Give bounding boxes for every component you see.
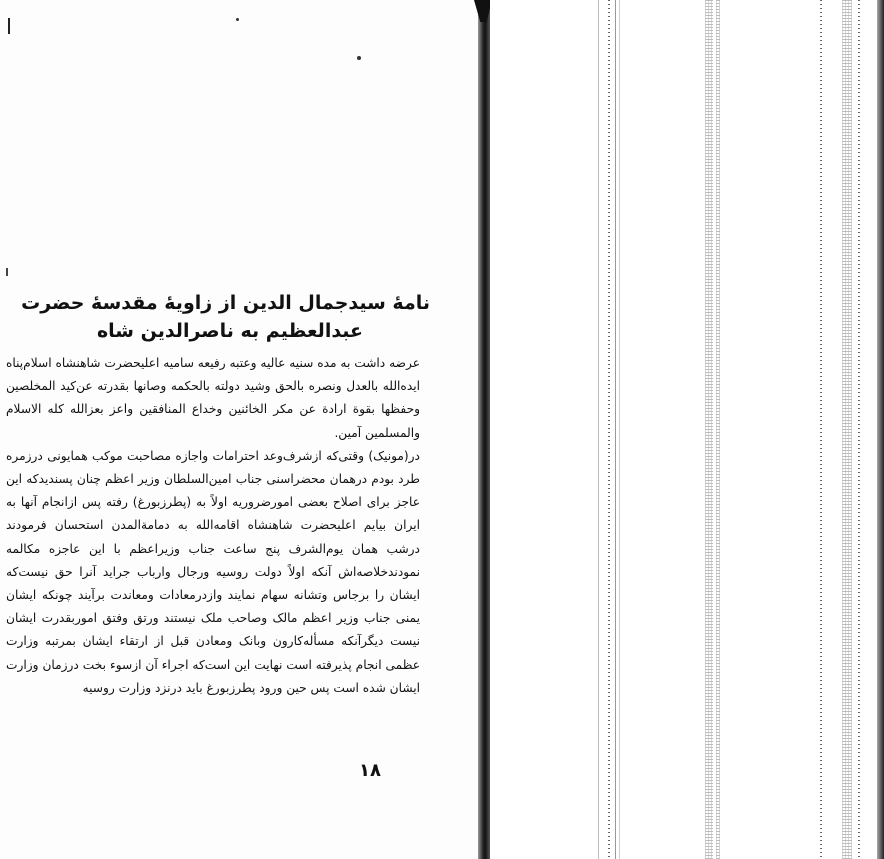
right-blank-page [490, 0, 884, 859]
scan-speck [236, 18, 239, 21]
scan-line [608, 0, 610, 859]
paragraph-2: در(مونیک) وقتی‌که ازشرف‌وعد احترامات واجازه مصاحبت موکب همایونی درزمره طرد بودم درهمان محضراسنی جناب امین‌السلطان وزیر اعظم چنان پسندیدکه این عاجز برای اصلاح بعضی امورضروریه اولاً به (پطرزبورغ) رفته پس ازانجام آنها به ایران بیایم اعلیحضرت شاهنشاه اقامه‌الله به دمامة‌المدن استحسان فرمودند درشب همان یوم‌الشرف پنج ساعت جناب وزیراعظم با این عاجزه مکالمه نمودند‌خلاصه‌اش آنکه اولاً دولت روسیه ورجال وارباب جراید آنرا حق نیست‌که ایشان را برجاس وتشانه سهام نمایند وازدرمعادات ومعاندت برآیند چونکه ایشان یمنی جناب وزیر اعظم مالک وصاحب ملک نیستند ورتق وفتق اموربقدرت ایشان نیست دیگرآنکه مسأله‌کارون وبانک ومعادن قبل از ارتقاء ایشان بمرتبه وزارت عظمی انجام پذیرفته است نهایت این است‌که اجراء آن ازسوء بخت درزمان وزارت ایشان شده است پس حین ورود پطرزبورغ باید درنزد وزارت روسیه [6, 448, 420, 695]
paragraph-1: عرضه داشت به مده سنیه عالیه وعتبه رفیعه سامیه اعلیحضرت شاهنشاه اسلام‌پناه ایده‌الله بالعدل ونصره بالحق وشید دولته بالحکمه وصانها بقدرته عن‌کید المخلصین وحفظها بقوة ارادة عن مکر الخائنین وخداع المنافقین واعز بعزالله کله الاسلام والمسلمین آمین. [6, 356, 420, 440]
scan-noise-band [705, 0, 713, 859]
scan-line [619, 0, 620, 859]
page-number: ۱۸ [359, 760, 381, 781]
scan-speck [357, 56, 361, 60]
page-edge [877, 0, 884, 859]
margin-mark [8, 18, 10, 34]
scan-noise-band [716, 0, 720, 859]
title-line-1: نامهٔ سیدجمال الدین از زاویهٔ مقدسهٔ حضرت [21, 292, 430, 314]
title-line-2: عبدالعظیم به ناصرالدین شاه [96, 320, 364, 342]
scan-line [858, 0, 860, 859]
margin-tick [6, 268, 8, 276]
scan-line [598, 0, 599, 859]
letter-body [6, 352, 420, 700]
scan-line [615, 0, 616, 859]
scan-noise-band [842, 0, 852, 859]
scan-line [820, 0, 822, 859]
book-gutter [478, 0, 490, 859]
